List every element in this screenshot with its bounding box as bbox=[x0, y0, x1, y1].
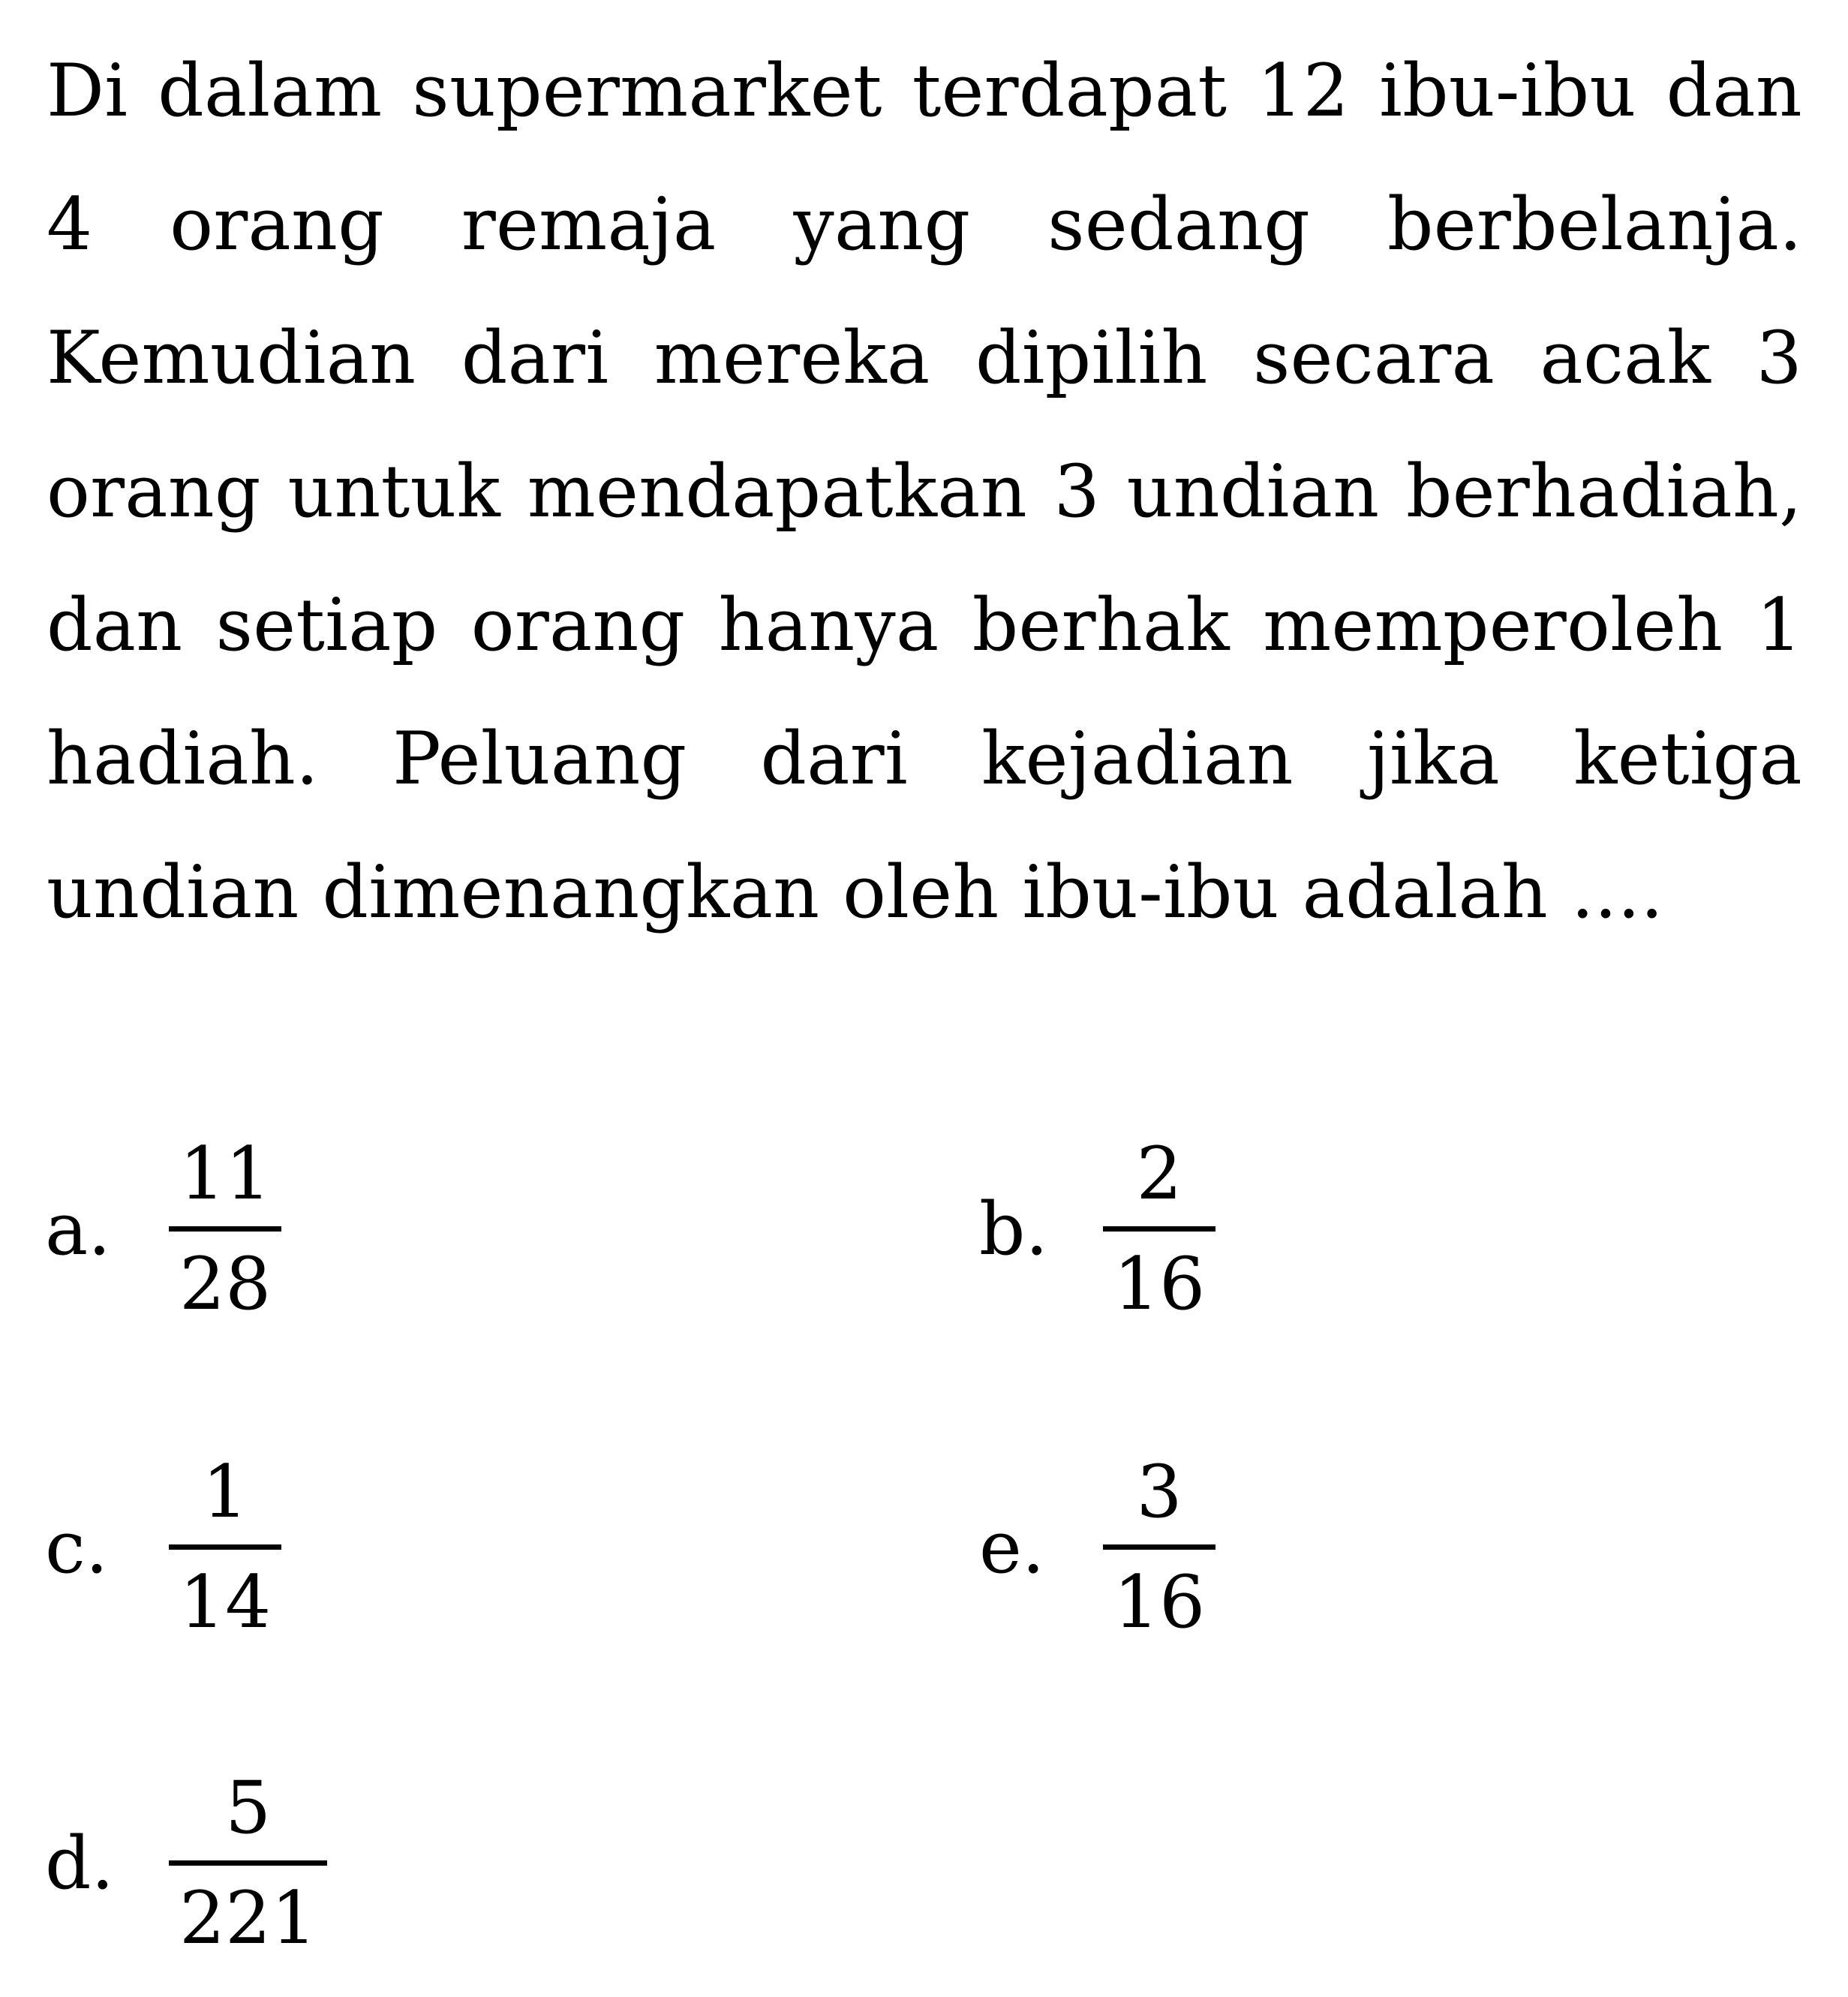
fraction bbox=[169, 1450, 281, 1644]
fraction-bar bbox=[1103, 1544, 1215, 1550]
fraction-bar bbox=[1103, 1226, 1215, 1232]
numerator: 3 bbox=[1136, 1450, 1182, 1534]
option-e[interactable] bbox=[979, 1450, 1215, 1644]
fraction-bar bbox=[169, 1544, 281, 1550]
fraction bbox=[1103, 1450, 1215, 1644]
option-letter: e. bbox=[979, 1505, 1045, 1589]
denominator: 14 bbox=[179, 1560, 272, 1644]
option-b[interactable] bbox=[979, 1132, 1215, 1326]
numerator: 11 bbox=[179, 1132, 272, 1216]
numerator: 1 bbox=[202, 1450, 248, 1534]
denominator: 16 bbox=[1113, 1560, 1206, 1644]
fraction-bar bbox=[169, 1226, 281, 1232]
option-letter: d. bbox=[45, 1821, 114, 1905]
question-text: Di dalam supermarket terdapat 12 ibu-ibu dan 4 orang remaja yang sedang berbelanja. Kemudian dari mereka dipilih secara acak 3 orang untuk mendapatkan 3 undian berhadiah, dan setiap orang hanya berhak memperoleh 1 hadiah. Peluang dari kejadian jika ketiga undian dimenangkan oleh ibu-ibu adalah .... bbox=[47, 49, 1802, 934]
numerator: 5 bbox=[225, 1766, 272, 1850]
denominator: 221 bbox=[179, 1876, 317, 1960]
fraction-bar bbox=[169, 1860, 327, 1866]
fraction bbox=[169, 1766, 327, 1960]
denominator: 16 bbox=[1113, 1242, 1206, 1326]
option-letter: b. bbox=[979, 1186, 1048, 1271]
option-a[interactable] bbox=[45, 1132, 281, 1326]
fraction bbox=[169, 1132, 281, 1326]
numerator: 2 bbox=[1136, 1132, 1182, 1216]
fraction bbox=[1103, 1132, 1215, 1326]
denominator: 28 bbox=[179, 1242, 272, 1326]
option-d[interactable] bbox=[45, 1766, 327, 1960]
option-letter: a. bbox=[45, 1186, 111, 1271]
option-letter: c. bbox=[45, 1505, 109, 1589]
option-c[interactable] bbox=[45, 1450, 281, 1644]
